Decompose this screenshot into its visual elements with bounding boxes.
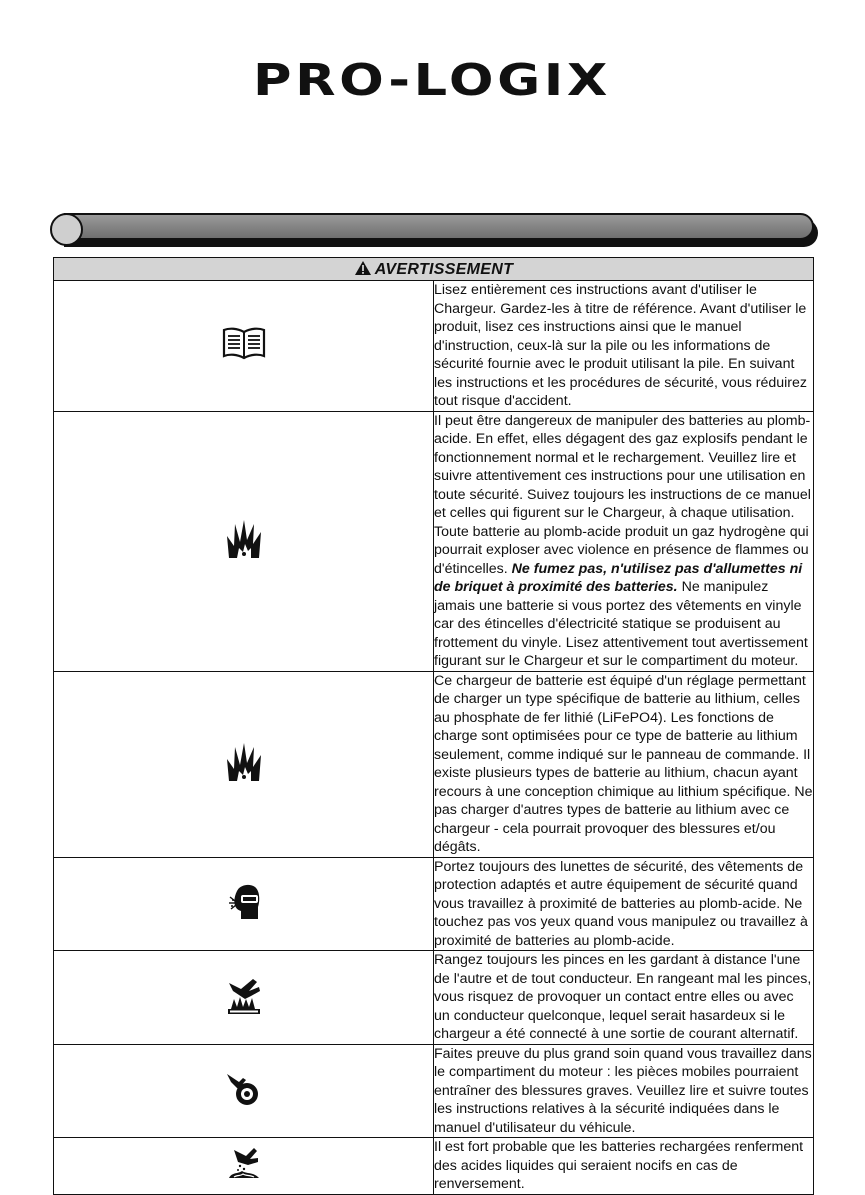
- moving-parts-icon: [225, 1068, 263, 1108]
- row-text: Il est fort probable que les batteries rechargées renferment des acides liquides qui seraient nocifs en cas de renversement.: [434, 1138, 814, 1195]
- row-icon-cell: [54, 1044, 434, 1138]
- row-text: Faites preuve du plus grand soin quand vous travaillez dans le compartiment du moteur : les pièces mobiles pourraient entraîner des blessures graves. Veuillez lire et suivre toutes les instructions relatives à la sécurité indiquées dans le manuel d'utilisateur du véhicule.: [434, 1045, 812, 1136]
- warning-header: [54, 258, 814, 281]
- explosion-icon: [225, 518, 263, 560]
- row-icon-cell: [54, 951, 434, 1045]
- hand-fire-icon: [225, 975, 263, 1015]
- warning-header-label: AVERTISSEMENT: [374, 260, 514, 278]
- warning-row: [54, 411, 814, 671]
- row-text: Ce chargeur de batterie est équipé d'un réglage permettant de charger un type spécifique de batterie au lithium, celles au phosphate de fer lithié (LiFePO4). Les fonctions de charge sont optimisées pour ce type de batterie au lithium seulement, comme indiqué sur le panneau de commande. Il existe plusieurs types de batterie au lithium, chacun ayant recours à une conception chimique au lithium spécifique. Ne pas charger d'autres types de batterie au lithium avec ce chargeur - cela pourrait provoquer des blessures et/ou dégâts.: [434, 672, 813, 855]
- warning-row: [54, 951, 814, 1045]
- row-icon-cell: [54, 411, 434, 671]
- warning-row: [54, 857, 814, 951]
- explosion-icon: [225, 741, 263, 783]
- row-icon-cell: [54, 1138, 434, 1195]
- row-icon-cell: [54, 671, 434, 857]
- warning-table: [53, 257, 814, 1195]
- warning-triangle-icon: [354, 260, 372, 276]
- row-icon-cell: [54, 281, 434, 412]
- warning-row: [54, 1044, 814, 1138]
- eye-protection-icon: [227, 881, 261, 921]
- warning-row: [54, 1138, 814, 1195]
- section-bar-circle: [50, 213, 83, 246]
- warning-row: [54, 671, 814, 857]
- manual-book-icon: [222, 325, 266, 361]
- section-header-bar: [50, 213, 818, 248]
- row-text-paragraph: [434, 523, 813, 671]
- brand-logo: [0, 58, 865, 100]
- warning-row: [54, 281, 814, 412]
- logo-wordmark: [250, 58, 615, 100]
- row-text: Portez toujours des lunettes de sécurité, des vêtements de protection adaptés et autre équipement de sécurité quand vous travaillez à proximité de batteries au plomb-acide. Ne touchez pas vos yeux quand vous manipulez ou travaillez à proximité de batteries au plomb-acide.: [434, 857, 814, 951]
- row-icon-cell: [54, 857, 434, 951]
- row-text: Rangez toujours les pinces en les gardant à distance l'une de l'autre et de tout conducteur. En rangeant mal les pinces, vous risquez de provoquer un contact entre elles ou avec un conducteur quelconque, lequel serait hasardeux si le chargeur a été connecté à une sortie de courant alternatif.: [434, 951, 814, 1045]
- logo-text: PRO-LOGIX: [253, 58, 611, 100]
- corrosive-icon: [226, 1146, 262, 1180]
- row-text: Lisez entièrement ces instructions avant d'utiliser le Chargeur. Gardez-les à titre de référence. Avant d'utiliser le produit, lisez ces instructions ainsi que le manuel d'instruction, ceux-là sur la pile ou les informations de sécurité fournie avec le produit utilisant la pile. En suivant les instructions et les procédures de sécurité, vous réduirez tout risque d'accident.: [434, 281, 814, 412]
- row-text: [434, 411, 814, 671]
- row-text-part: Toute batterie au plomb-acide produit un gaz hydrogène qui pourrait exploser avec violence en présence de flammes ou d'étincelles.: [434, 523, 809, 577]
- section-bar-body: [64, 213, 814, 240]
- row-text-part: Ne manipulez jamais une batterie si vous portez des vêtements en vinyle car des étincelles d'électricité statique se produisent au frottement du vinyle. Lisez attentivement tout avertissement figurant sur le Chargeur et sur le compartiment du moteur.: [434, 579, 808, 669]
- row-text-emphasis: Ne fumez pas, n'utilisez pas d'allumettes ni de briquet à proximité des batteries.: [434, 560, 803, 595]
- row-text-paragraph: Il peut être dangereux de manipuler des batteries au plomb-acide. En effet, elles dégagent des gaz explosifs pendant le fonctionnement normal et le rechargement. Veuillez lire et suivre attentivement ces instructions pour une utilisation en toute sécurité. Suivez toujours les instructions de ce manuel et celles qui figurent sur le Chargeur, à chaque utilisation.: [434, 412, 811, 521]
